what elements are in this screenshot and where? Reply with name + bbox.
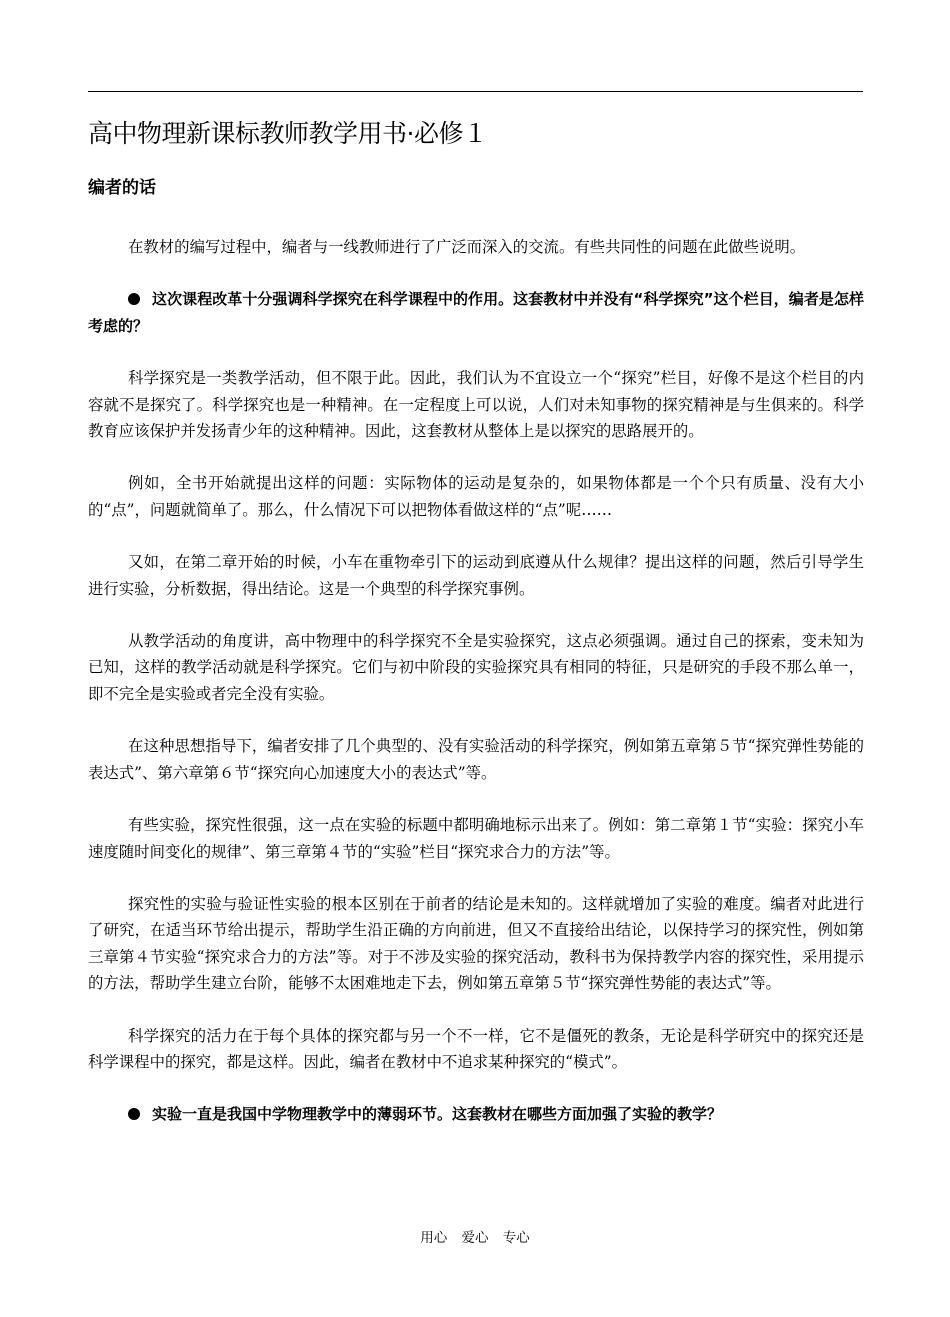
question-1: 这次课程改革十分强调科学探究在科学课程中的作用。这套教材中并没有“科学探究”这个栏目，编者是怎样考虑的？ [88, 290, 864, 335]
section-heading: 编者的话 [88, 178, 156, 198]
paragraph: 例如，全书开始就提出这样的问题：实际物体的运动是复杂的，如果物体都是一个个只有质量、没有大小的“点”，问题就简单了。那么，什么情况下可以把物体看做这样的“点”呢…… [88, 474, 864, 519]
paragraph: 在这种思想指导下，编者安排了几个典型的、没有实验活动的科学探究，例如第五章第５节“探究弹性势能的表达式”、第六章第６节“探究向心加速度大小的表达式”等。 [88, 737, 864, 782]
paragraph: 科学探究的活力在于每个具体的探究都与另一个不一样，它不是僵死的教条，无论是科学研究中的探究还是科学课程中的探究，都是这样。因此，编者在教材中不追求某种探究的“模式”。 [88, 1026, 864, 1071]
header-rule [88, 91, 863, 92]
paragraph: 科学探究是一类教学活动，但不限于此。因此，我们认为不宜设立一个“探究”栏目，好像不是这个栏目的内容就不是探究了。科学探究也是一种精神。在一定程度上可以说，人们对未知事物的探究精神是与生俱来的。科学教育应该保护并发扬青少年的这种精神。因此，这套教材从整体上是以探究的思路展开的。 [88, 369, 864, 441]
paragraph: 又如，在第二章开始的时候，小车在重物牵引下的运动到底遵从什么规律？提出这样的问题，然后引导学生进行实验，分析数据，得出结论。这是一个典型的科学探究事例。 [88, 553, 864, 598]
paragraph: 从教学活动的角度讲，高中物理中的科学探究不全是实验探究，这点必须强调。通过自己的探索，变未知为已知，这样的教学活动就是科学探究。它们与初中阶段的实验探究具有相同的特征，只是研究的手段不那么单一，即不完全是实验或者完全没有实验。 [88, 632, 864, 703]
intro-paragraph: 在教材的编写过程中，编者与一线教师进行了广泛而深入的交流。有些共同性的问题在此做些说明。 [128, 238, 806, 256]
paragraph: 探究性的实验与验证性实验的根本区别在于前者的结论是未知的。这样就增加了实验的难度。编者对此进行了研究，在适当环节给出提示，帮助学生沿正确的方向前进，但又不直接给出结论，以保持学习的探究性，例如第三章第４节实验“探究求合力的方法”等。对于不涉及实验的探究活动，教科书为保持教学内容的探究性，采用提示的方法，帮助学生建立台阶，能够不太困难地走下去，例如第五章第５节“探究弹性势能的表达式”等。 [88, 894, 864, 993]
page-footer: 用心 爱心 专心 [420, 1230, 530, 1246]
bullet-icon [128, 1108, 140, 1120]
paragraph: 有些实验，探究性很强，这一点在实验的标题中都明确地标示出来了。例如：第二章第１节“实验：探究小车速度随时间变化的规律”、第三章第４节的“实验”栏目“探究求合力的方法”等。 [88, 816, 864, 861]
question-2: 实验一直是我国中学物理教学中的薄弱环节。这套教材在哪些方面加强了实验的教学？ [88, 1101, 864, 1127]
bullet-icon [128, 293, 140, 305]
document-body [88, 234, 864, 1154]
document-title: 高中物理新课标教师教学用书·必修１ [88, 119, 488, 148]
